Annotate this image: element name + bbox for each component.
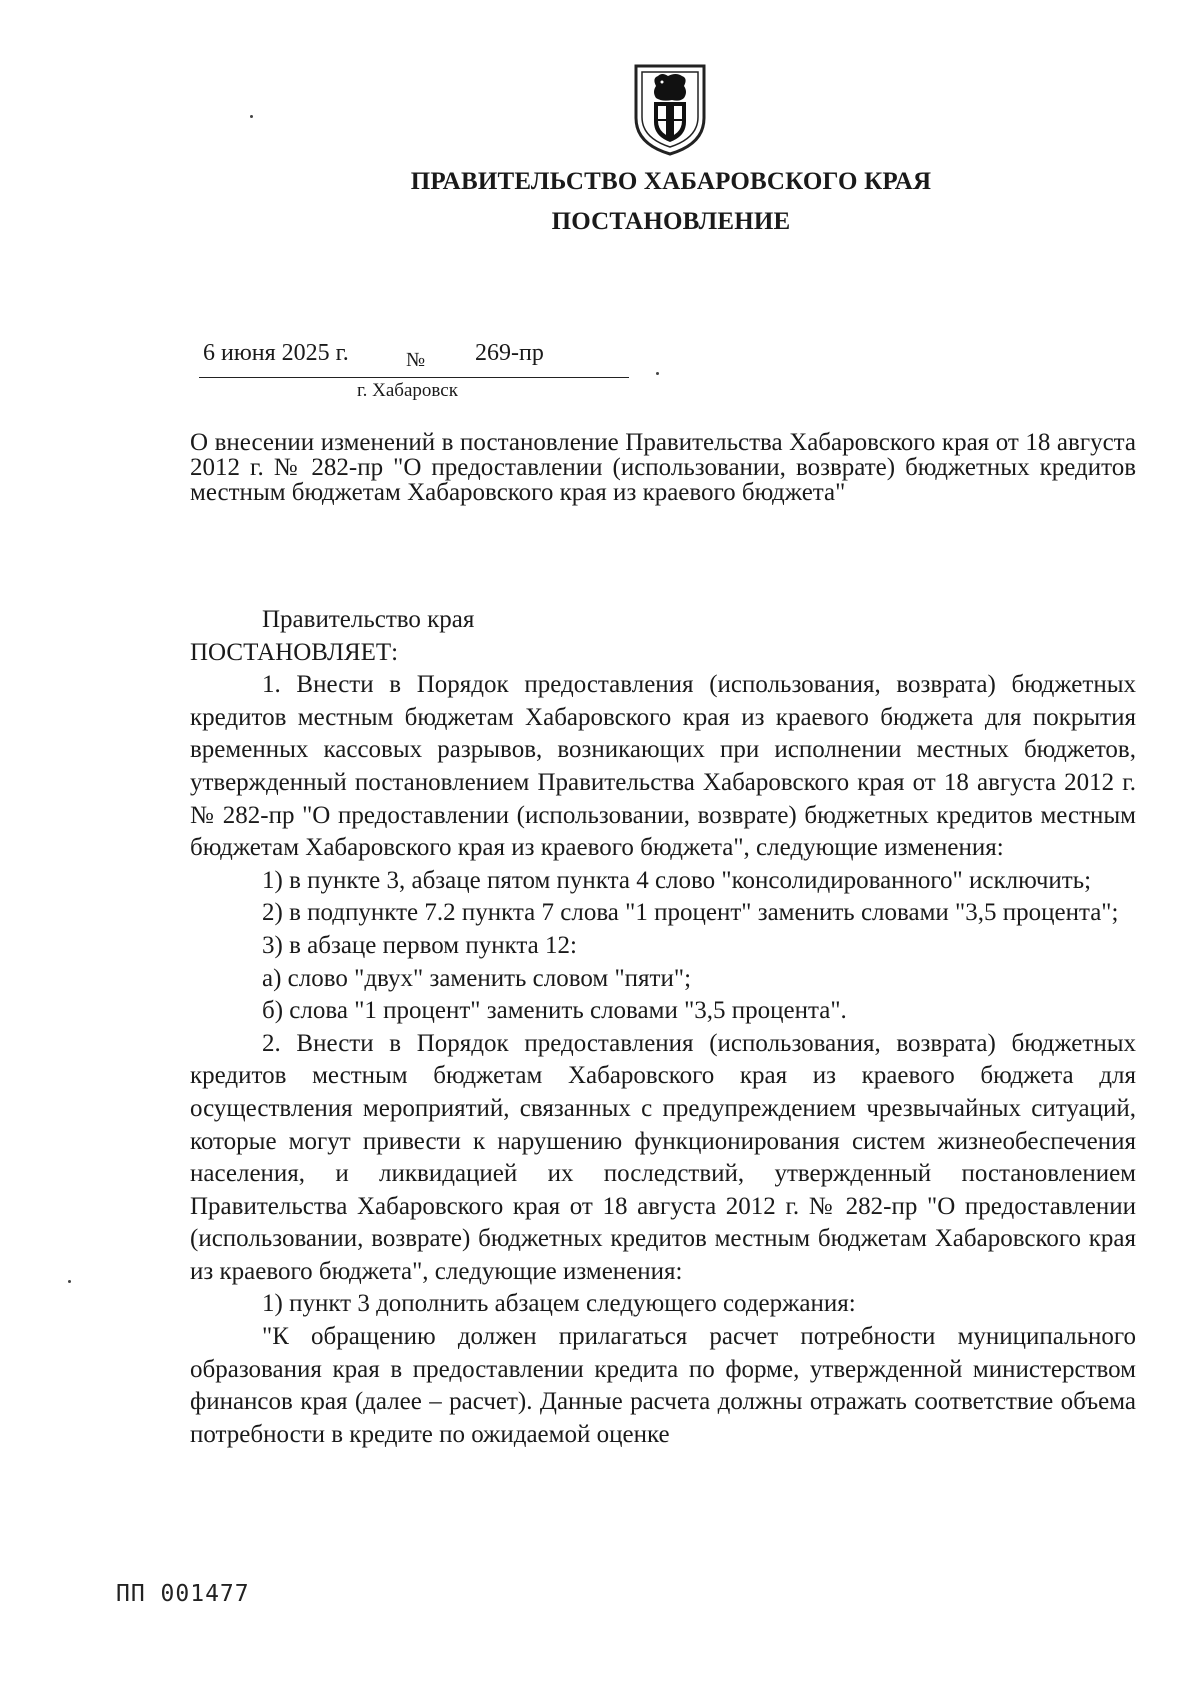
paragraph: 1) в пункте 3, абзаце пятом пункта 4 слово "консолидированного" исключить;	[262, 866, 1092, 894]
number-sign: №	[406, 349, 426, 371]
document-date: 6 июня 2025 г.	[203, 340, 349, 366]
paragraph: б) слова "1 процент" заменить словами "3,5 процента".	[262, 997, 847, 1025]
paragraph: 3) в абзаце первом пункта 12:	[262, 931, 577, 959]
paragraph: "К обращению должен прилагаться расчет потребности муниципального образования края в предоставлении кредита по форме, утвержденной министерством финансов края (далее – расчет). Данные расчета должны отражать соответствие объема потребности в кредите по ожидаемой оценке	[190, 1323, 1136, 1448]
footer-document-code: ПП 001477	[116, 1581, 250, 1607]
document-subject: О внесении изменений в постановление Правительства Хабаровского края от 18 августа 2012 г. № 282-пр "О предоставлении (использовании, возврате) бюджетных кредитов местным бюджетам Хабаровского края из краевого бюджета"	[190, 429, 1136, 506]
government-title: ПРАВИТЕЛЬСТВО ХАБАРОВСКОГО КРАЯ	[410, 168, 932, 195]
scan-speck	[656, 372, 659, 375]
paragraph: 2) в подпункте 7.2 пункта 7 слова "1 процент" заменить словами "3,5 процента";	[262, 899, 1119, 927]
preamble-resolves: ПОСТАНОВЛЯЕТ:	[190, 638, 399, 666]
paragraph: 1) пункт 3 дополнить абзацем следующего содержания:	[262, 1290, 856, 1318]
document-type-title: ПОСТАНОВЛЕНИЕ	[551, 208, 791, 235]
document-city: г. Хабаровск	[357, 380, 458, 401]
preamble-government: Правительство края	[262, 606, 475, 633]
paragraph: а) слово "двух" заменить словом "пяти";	[262, 964, 692, 992]
scan-speck	[250, 115, 253, 118]
document-body	[190, 604, 1136, 1451]
coat-of-arms-icon	[632, 62, 708, 158]
scan-speck	[68, 1280, 71, 1283]
date-underline	[199, 377, 629, 378]
paragraph: 1. Внести в Порядок предоставления (использования, возврата) бюджетных кредитов местным бюджетам Хабаровского края из краевого бюджета для покрытия временных кассовых разрывов, возникающих при исполнении местных бюджетов, утвержденный постановлением Правительства Хабаровского края от 18 августа 2012 г. № 282-пр "О предоставлении (использовании, возврате) бюджетных кредитов местным бюджетам Хабаровского края из краевого бюджета", следующие изменения:	[190, 671, 1136, 862]
document-number: 269-пр	[475, 340, 544, 366]
paragraph: 2. Внести в Порядок предоставления (использования, возврата) бюджетных кредитов местным бюджетам Хабаровского края из краевого бюджета для осуществления мероприятий, связанных с предупреждением чрезвычайных ситуаций, которые могут привести к нарушению функционирования систем жизнеобеспечения населения, и ликвидацией их последствий, утвержденный постановлением Правительства Хабаровского края от 18 августа 2012 г. № 282-пр "О предоставлении (использовании, возврате) бюджетных кредитов местным бюджетам Хабаровского края из краевого бюджета", следующие изменения:	[190, 1029, 1136, 1285]
